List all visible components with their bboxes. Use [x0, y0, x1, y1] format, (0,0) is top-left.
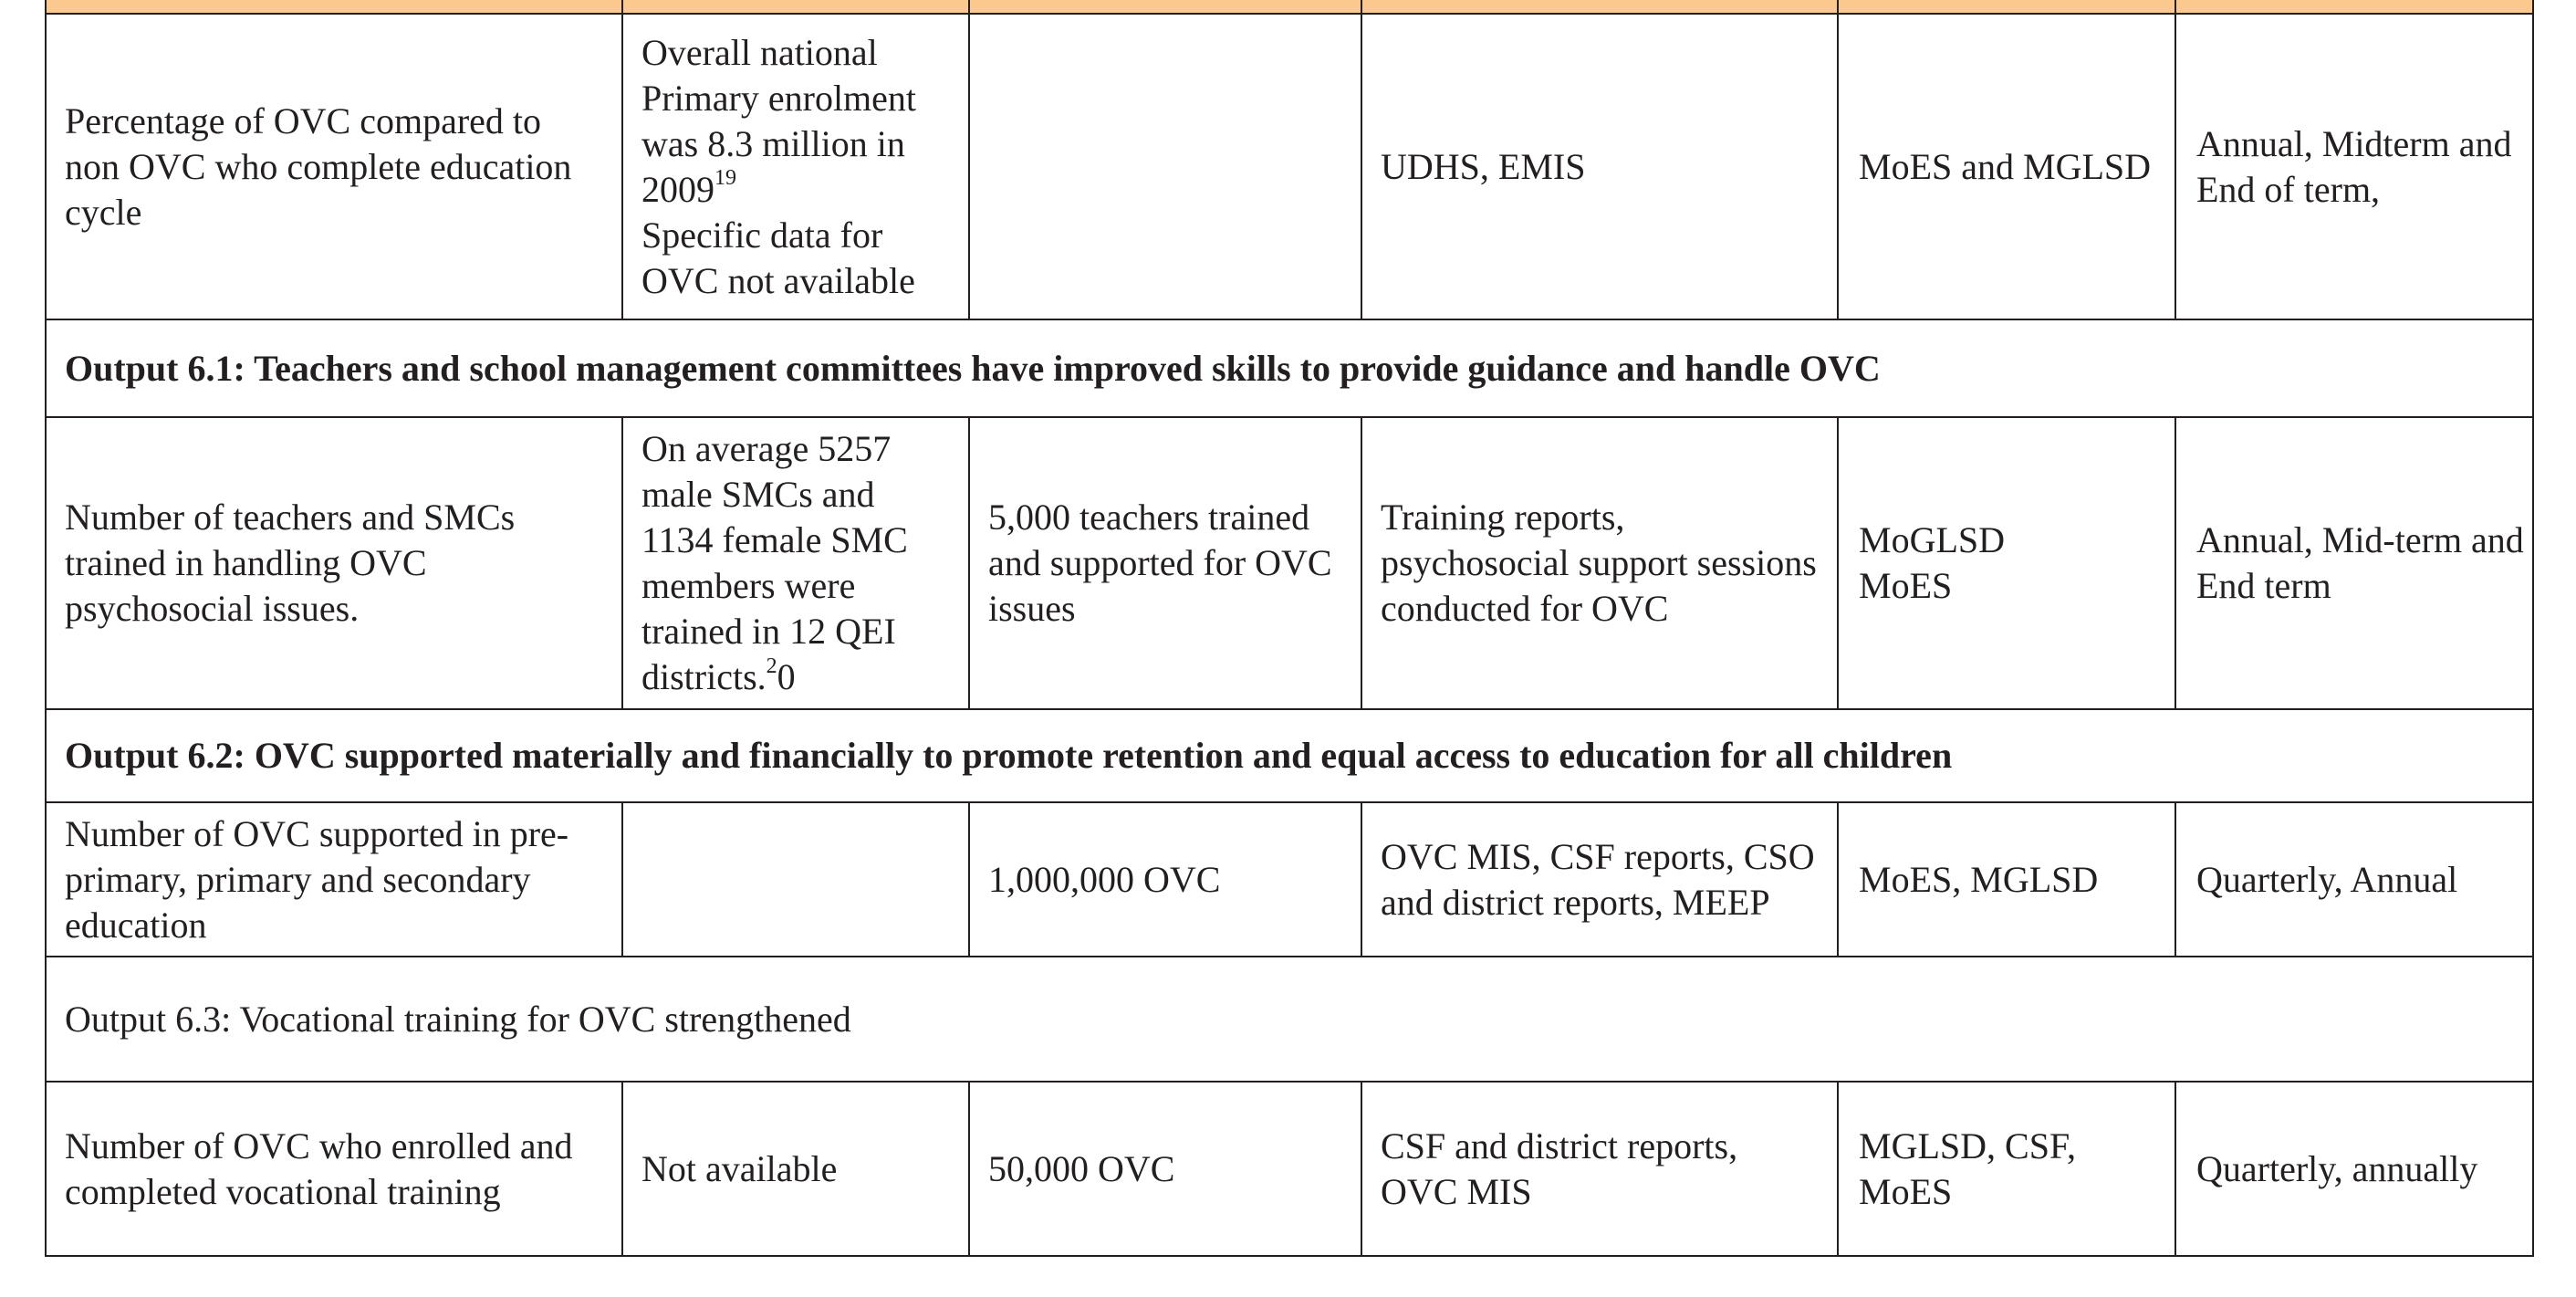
- baseline-after: 0: [777, 656, 796, 697]
- baseline-line: 1134 female SMC: [641, 519, 908, 560]
- table-header-strip: [46, 0, 2533, 14]
- baseline-line: Primary enrolment: [641, 77, 917, 119]
- header-cell: [2175, 0, 2533, 14]
- indicator-cell: Number of OVC supported in pre-primary, primary and secondary education: [46, 802, 622, 957]
- baseline-line: Specific data for: [641, 214, 883, 256]
- baseline-line: OVC not available: [641, 259, 915, 301]
- responsible-cell: MGLSD, CSF, MoES: [1838, 1082, 2175, 1256]
- source-cell: OVC MIS, CSF reports, CSO and district reports, MEEP: [1361, 802, 1838, 957]
- baseline-line: members were: [641, 565, 856, 606]
- responsible-cell: [1838, 417, 2175, 709]
- table-row: [46, 14, 2533, 319]
- baseline-cell: Not available: [622, 1082, 969, 1256]
- baseline-last: districts.: [641, 656, 767, 697]
- baseline-cell: [622, 802, 969, 957]
- responsible-cell: MoES and MGLSD: [1838, 14, 2175, 319]
- baseline-year-line: [641, 167, 950, 213]
- header-cell: [1838, 0, 2175, 14]
- target-cell: 1,000,000 OVC: [969, 802, 1361, 957]
- table-row: [46, 1082, 2533, 1256]
- header-cell: [969, 0, 1361, 14]
- monitoring-table: [45, 0, 2534, 1257]
- responsible-line: MoGLSD: [1859, 519, 2006, 560]
- header-cell: [1361, 0, 1838, 14]
- baseline-cell: [622, 14, 969, 319]
- baseline-year: 2009: [641, 168, 714, 210]
- output-section-row: [46, 319, 2533, 417]
- source-cell: UDHS, EMIS: [1361, 14, 1838, 319]
- baseline-line: trained in 12 QEI: [641, 611, 896, 652]
- header-cell: [46, 0, 622, 14]
- table-row: [46, 802, 2533, 957]
- source-cell: CSF and district reports, OVC MIS: [1361, 1082, 1838, 1256]
- target-cell: 5,000 teachers trained and supported for OVC issues: [969, 417, 1361, 709]
- output-title: Output 6.3: Vocational training for OVC strengthened: [46, 957, 2533, 1082]
- header-cell: [622, 0, 969, 14]
- responsible-cell: MoES, MGLSD: [1838, 802, 2175, 957]
- footnote-ref: 19: [714, 166, 736, 191]
- indicator-cell: Percentage of OVC compared to non OVC who complete education cycle: [46, 14, 622, 319]
- output-section-row: [46, 957, 2533, 1082]
- baseline-cell: [622, 417, 969, 709]
- indicator-cell: Number of teachers and SMCs trained in handling OVC psychosocial issues.: [46, 417, 622, 709]
- output-section-row: [46, 709, 2533, 802]
- frequency-cell: Quarterly, annually: [2175, 1082, 2533, 1256]
- baseline-line: On average 5257: [641, 428, 892, 469]
- frequency-cell: Annual, Mid-term and End term: [2175, 417, 2533, 709]
- baseline-line: male SMCs and: [641, 474, 875, 515]
- output-title: Output 6.1: Teachers and school management committees have improved skills to provide guidance and handle OVC: [46, 319, 2533, 417]
- target-cell: 50,000 OVC: [969, 1082, 1361, 1256]
- footnote-ref: 2: [766, 654, 777, 678]
- target-cell: [969, 14, 1361, 319]
- baseline-line: Overall national: [641, 31, 878, 73]
- source-cell: Training reports, psychosocial support sessions conducted for OVC: [1361, 417, 1838, 709]
- table-row: [46, 417, 2533, 709]
- frequency-cell: Quarterly, Annual: [2175, 802, 2533, 957]
- baseline-line: was 8.3 million in: [641, 122, 905, 164]
- baseline-last-line: [641, 654, 950, 700]
- frequency-cell: Annual, Midterm and End of term,: [2175, 14, 2533, 319]
- responsible-line: MoES: [1859, 565, 1953, 606]
- indicator-cell: Number of OVC who enrolled and completed vocational training: [46, 1082, 622, 1256]
- output-title: Output 6.2: OVC supported materially and financially to promote retention and equal access to education for all children: [46, 709, 2533, 802]
